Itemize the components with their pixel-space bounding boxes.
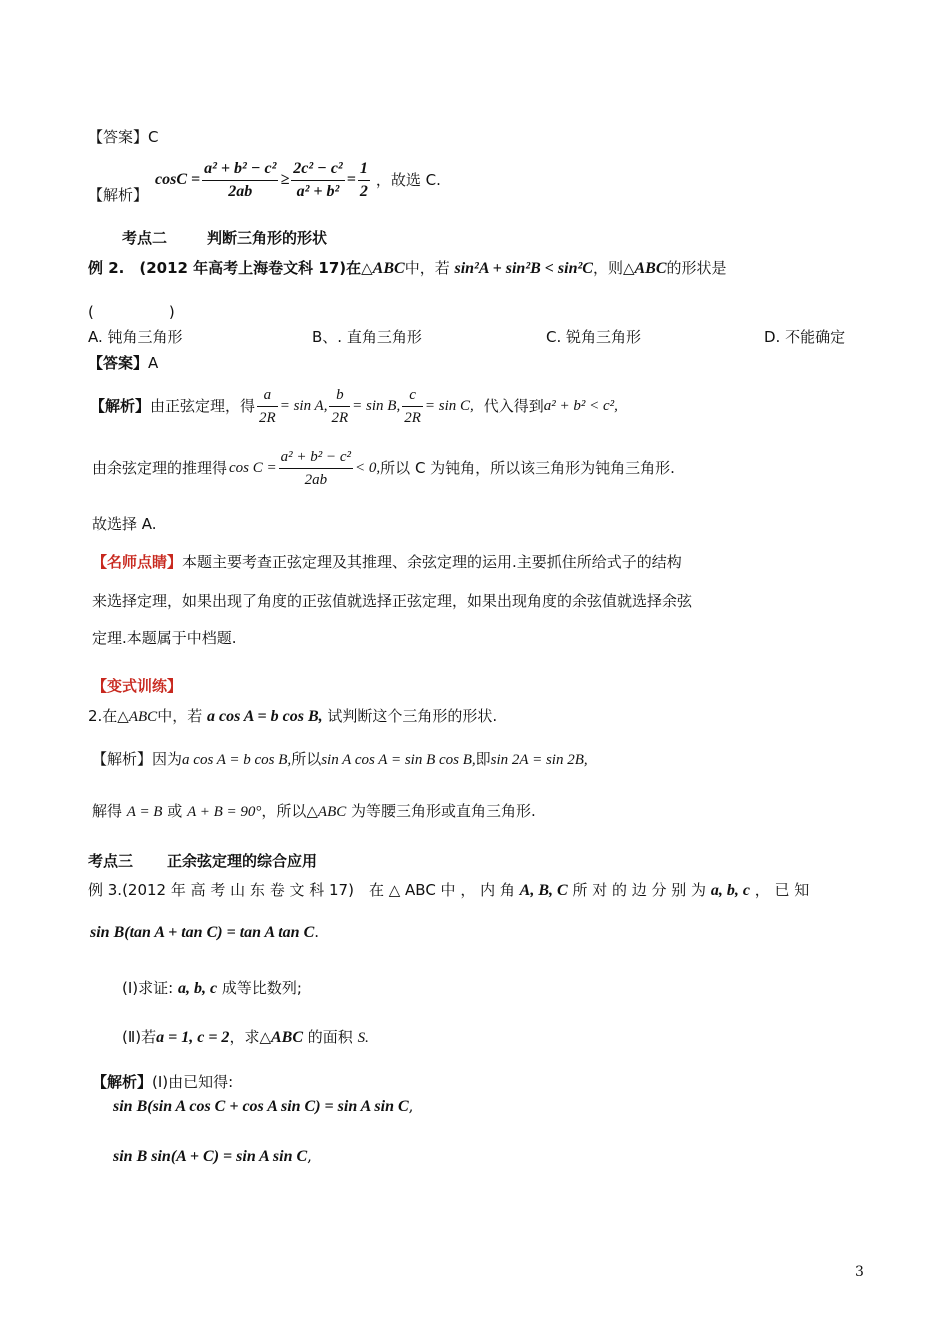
- variant-analysis-line-2: [92, 801, 536, 822]
- fraction-3-den: 2: [359, 182, 368, 200]
- fraction-2-den: a² + b²: [296, 182, 340, 200]
- example-2-abc-2: ABC: [634, 260, 667, 277]
- example-2-abc: ABC: [372, 260, 405, 277]
- answer-paren: ( ): [88, 303, 175, 321]
- key-point-3-heading: [88, 851, 317, 871]
- example-3-angles: A, B, C: [519, 882, 568, 899]
- fraction-c-den: 2R: [404, 409, 421, 426]
- answer-label: 【答案】: [88, 128, 149, 146]
- teacher-note-line-3: 定理.本题属于中档题.: [92, 629, 237, 647]
- example-3-given-end: .: [314, 923, 320, 941]
- example-3-prefix: 例 3.(2012 年 高 考 山 东 卷 文 科 17) 在 △ ABC 中 ， 内 角: [88, 881, 515, 899]
- answer-label-2: 【答案】: [88, 354, 149, 372]
- fraction-b-den: 2R: [331, 409, 349, 426]
- variant-l2-abc: ABC: [317, 804, 347, 820]
- example-3-analysis-label: 【解析】: [92, 1073, 153, 1091]
- analysis-line-2b-text: 由余弦定理的推理得: [92, 459, 228, 477]
- fraction-1: [202, 158, 278, 203]
- teacher-note-text-1: 本题主要考查正弦定理及其推理、余弦定理的运用.主要抓住所给式子的结构: [182, 553, 682, 571]
- part-2-line: [122, 1027, 369, 1048]
- analysis-line-2b-tail: 所以 C 为钝角，所以该三角形为钝角三角形.: [380, 459, 675, 477]
- fraction-a-num: a: [257, 384, 278, 407]
- example-2-condition: sin²A + sin²B < sin²C: [454, 260, 593, 277]
- variant-l1-text-a: 因为: [152, 750, 183, 768]
- variant-analysis-label: 【解析】: [92, 750, 153, 768]
- conclusion-1: ，故选 C.: [375, 171, 441, 189]
- variant-l1-text-b: 所以: [291, 750, 322, 768]
- variant-q-prefix: 2.在△: [88, 707, 129, 725]
- variant-l1-math-3: sin 2A = sin 2B,: [490, 752, 588, 768]
- part-2-condition: a = 1, c = 2: [156, 1029, 230, 1046]
- variant-l2-math-1: A = B: [126, 804, 163, 820]
- example-3-sides: a, b, c: [710, 882, 750, 899]
- analysis-text-2b: 代入得到: [483, 397, 544, 415]
- part-1-tail: 成等比数列;: [221, 979, 302, 997]
- geq-sign: ≥: [280, 171, 290, 188]
- variant-training-label: 【变式训练】: [92, 677, 183, 695]
- example-3-eq-1: [113, 1096, 413, 1117]
- example-3-given: [90, 922, 319, 943]
- example-3-mid: 所 对 的 边 分 别 为: [572, 881, 707, 899]
- choose-line: 故选择 A.: [92, 515, 157, 533]
- fraction-c-num: c: [402, 384, 423, 407]
- variant-analysis-line-1: [92, 749, 588, 770]
- formula-lhs: cosC =: [155, 171, 201, 188]
- part-1-sides: a, b, c: [177, 980, 218, 997]
- variant-q-condition: a cos A = b cos B,: [207, 708, 323, 725]
- cosine-fraction: [279, 446, 353, 491]
- fraction-1-den: 2ab: [228, 182, 253, 200]
- example-2-prefix: 例 2. (2012 年高考上海卷文科 17)在△: [88, 259, 373, 277]
- analysis-label-2: 【解析】: [90, 397, 151, 415]
- teacher-note-line-1: [92, 552, 682, 572]
- eq-sign: =: [346, 171, 356, 188]
- fraction-1-num: a² + b² − c²: [202, 158, 278, 181]
- variant-l2-text-b: 或: [167, 802, 183, 820]
- variant-l1-math-2: sin A cos A = sin B cos B,: [321, 752, 476, 768]
- example-3-analysis-text: (Ⅰ)由已知得:: [152, 1073, 234, 1091]
- variant-q-tail: 试判断这个三角形的形状.: [327, 707, 498, 725]
- teacher-note-line-2: 来选择定理，如果出现了角度的正弦值就选择正弦定理，如果出现角度的余弦值就选择余弦: [92, 592, 693, 610]
- option-d: D. 不能确定: [764, 328, 846, 346]
- page-number: 3: [855, 1264, 864, 1280]
- fraction-2: [291, 158, 345, 203]
- example-3-eq-2-end: ,: [307, 1147, 312, 1165]
- part-2-mid: ，求△: [229, 1028, 271, 1046]
- answer-line-2: [88, 353, 158, 373]
- key-point-2-heading: [122, 228, 327, 248]
- example-3-given-formula: sin B(tan A + tan C) = tan A tan C: [90, 924, 315, 941]
- teacher-note-label: 【名师点睛】: [92, 553, 183, 571]
- cos-c-rhs: < 0,: [355, 460, 381, 476]
- example-3-eq-2: [113, 1146, 312, 1167]
- fraction-a-den: 2R: [259, 409, 276, 426]
- example-3-tail: ， 已 知: [754, 881, 810, 899]
- variant-l2-text-a: 解得: [92, 802, 123, 820]
- example-3-analysis-line: [92, 1072, 233, 1092]
- sin-c-eq: = sin C,: [424, 398, 474, 414]
- variant-q-abc: ABC: [128, 709, 158, 725]
- variant-l1-text-c: 即: [475, 750, 491, 768]
- example-2-question: [88, 258, 727, 279]
- fraction-3: [358, 158, 370, 203]
- fraction-c-2r: [402, 384, 423, 429]
- analysis-line-2b: [92, 444, 675, 492]
- answer-value: C: [148, 128, 159, 146]
- fraction-2-num: 2c² − c²: [291, 158, 345, 181]
- option-a: A. 钝角三角形: [88, 328, 183, 346]
- key-point-2-title: 判断三角形的形状: [207, 229, 328, 247]
- part-2-prefix: (Ⅱ)若: [122, 1028, 157, 1046]
- fraction-b-2r: [329, 384, 350, 429]
- example-3-eq-2-formula: sin B sin(A + C) = sin A sin C: [113, 1148, 308, 1165]
- example-2-mid2: ，则△: [592, 259, 635, 277]
- variant-l1-math-1: a cos A = b cos B,: [182, 752, 292, 768]
- part-1-prefix: (Ⅰ)求证:: [122, 979, 174, 997]
- inequality: a² + b² < c²,: [543, 398, 618, 414]
- example-2-mid: 中，若: [404, 259, 450, 277]
- analysis-label-1: 【解析】: [88, 186, 149, 204]
- sin-a-eq: = sin A,: [279, 398, 328, 414]
- cos-c-lhs: cos C =: [229, 460, 277, 476]
- part-2-abc: ABC: [270, 1029, 303, 1046]
- variant-question: [88, 706, 497, 727]
- answer-line-1: [88, 127, 159, 147]
- fraction-3-num: 1: [358, 158, 370, 181]
- option-b: B、. 直角三角形: [312, 328, 422, 346]
- example-3-question: [88, 880, 809, 901]
- analysis-text-2a: 由正弦定理，得: [150, 397, 256, 415]
- fraction-b-num: b: [329, 384, 350, 407]
- cosine-fraction-den: 2ab: [304, 471, 328, 488]
- cosine-fraction-num: a² + b² − c²: [279, 446, 353, 469]
- cosine-inequality-formula: [155, 150, 441, 210]
- variant-l2-text-c: ，所以△: [261, 802, 318, 820]
- key-point-3-label: 考点三: [88, 852, 134, 870]
- sin-b-eq: = sin B,: [352, 398, 401, 414]
- key-point-2-label: 考点二: [122, 229, 168, 247]
- example-2-suffix: 的形状是: [666, 259, 727, 277]
- variant-l2-tail: 为等腰三角形或直角三角形.: [351, 802, 536, 820]
- part-2-s: S.: [357, 1030, 369, 1046]
- example-3-eq-1-end: ,: [408, 1097, 414, 1115]
- part-1-line: [122, 978, 302, 999]
- fraction-a-2r: [257, 384, 278, 429]
- example-3-eq-1-formula: sin B(sin A cos C + cos A sin C) = sin A sin C: [113, 1098, 409, 1115]
- part-2-tail: 的面积: [307, 1028, 353, 1046]
- key-point-3-title: 正余弦定理的综合应用: [167, 852, 318, 870]
- analysis-line-2a: [90, 382, 618, 430]
- variant-l2-math-2: A + B = 90°: [187, 804, 262, 820]
- variant-q-mid: 中，若: [157, 707, 203, 725]
- option-c: C. 锐角三角形: [546, 328, 642, 346]
- answer-value-2: A: [148, 354, 159, 372]
